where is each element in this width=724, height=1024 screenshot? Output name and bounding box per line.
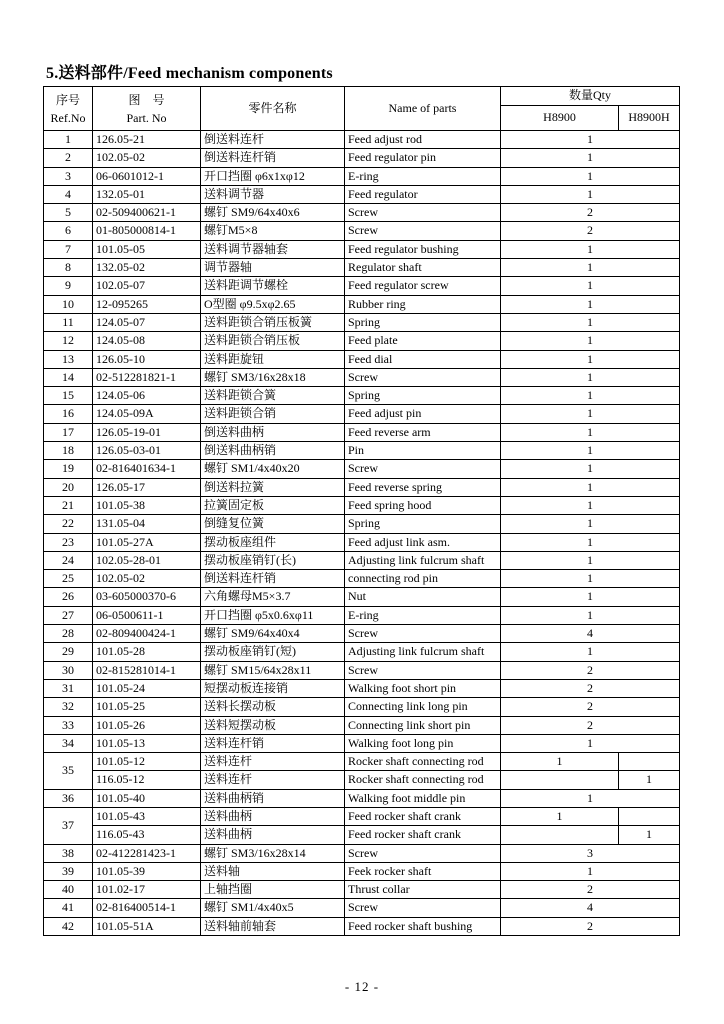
parts-table — [43, 86, 680, 936]
part-name-cn-cell: 开口挡圈 φ6x1xφ12 — [201, 167, 345, 185]
part-name-en-cell: Feed dial — [345, 350, 501, 368]
part-name-en-cell: Screw — [345, 460, 501, 478]
part-name-en-cell: Feed regulator screw — [345, 277, 501, 295]
part-name-en-cell: Screw — [345, 661, 501, 679]
part-name-cn-cell: 送料调节器 — [201, 185, 345, 203]
ref-no-cell: 9 — [44, 277, 93, 295]
part-name-en-cell: connecting rod pin — [345, 570, 501, 588]
part-name-cn-cell: 调节器轴 — [201, 259, 345, 277]
table-row — [44, 259, 680, 277]
part-no-cell: 101.05-13 — [93, 734, 201, 752]
part-no-cell: 03-605000370-6 — [93, 588, 201, 606]
table-row — [44, 807, 680, 825]
part-name-en-cell: Regulator shaft — [345, 259, 501, 277]
table-row — [44, 350, 680, 368]
table-row — [44, 442, 680, 460]
ref-no-cell: 19 — [44, 460, 93, 478]
ref-no-cell: 17 — [44, 423, 93, 441]
part-name-cn-cell: O型圈 φ9.5xφ2.65 — [201, 295, 345, 313]
qty-cell: 2 — [501, 204, 680, 222]
part-name-en-cell: Connecting link long pin — [345, 698, 501, 716]
table-row — [44, 881, 680, 899]
ref-no-cell: 7 — [44, 240, 93, 258]
part-name-cn-cell: 螺钉 SM3/16x28x14 — [201, 844, 345, 862]
header-ref-cn: 序号 — [55, 92, 80, 107]
table-row — [44, 313, 680, 331]
ref-no-cell: 5 — [44, 204, 93, 222]
part-name-en-cell: Spring — [345, 387, 501, 405]
qty-cell: 2 — [501, 661, 680, 679]
page-number: - 12 - — [344, 979, 380, 994]
qty-cell: 1 — [501, 387, 680, 405]
part-name-en-cell: Adjusting link fulcrum shaft — [345, 643, 501, 661]
part-name-cn-cell: 倒缝复位簧 — [201, 515, 345, 533]
table-row — [44, 917, 680, 935]
ref-no-cell: 2 — [44, 149, 93, 167]
ref-no-cell: 37 — [44, 807, 93, 844]
part-no-cell: 101.05-26 — [93, 716, 201, 734]
ref-no-cell: 32 — [44, 698, 93, 716]
part-no-cell: 101.05-43 — [93, 807, 201, 825]
table-row — [44, 496, 680, 514]
part-no-cell: 102.05-28-01 — [93, 551, 201, 569]
part-name-cn-cell: 拉簧固定板 — [201, 496, 345, 514]
ref-no-cell: 11 — [44, 313, 93, 331]
ref-no-cell: 1 — [44, 131, 93, 149]
qty-cell: 1 — [501, 442, 680, 460]
part-name-cn-cell: 倒送料曲柄 — [201, 423, 345, 441]
part-no-cell: 102.05-02 — [93, 149, 201, 167]
table-row — [44, 277, 680, 295]
table-row — [44, 734, 680, 752]
qty-cell: 1 — [501, 240, 680, 258]
qty-cell: 2 — [501, 881, 680, 899]
qty-cell: 2 — [501, 679, 680, 697]
part-name-en-cell: Feed rocker shaft crank — [345, 807, 501, 825]
part-no-cell: 126.05-10 — [93, 350, 201, 368]
table-row — [44, 460, 680, 478]
table-row — [44, 478, 680, 496]
part-name-en-cell: Screw — [345, 222, 501, 240]
table-row — [44, 368, 680, 386]
part-name-cn-cell: 送料距锁合销 — [201, 405, 345, 423]
table-header-row — [44, 87, 680, 106]
ref-no-cell: 25 — [44, 570, 93, 588]
part-no-cell: 101.05-39 — [93, 862, 201, 880]
part-no-cell: 126.05-21 — [93, 131, 201, 149]
table-row — [44, 679, 680, 697]
qty-model-b-cell: 1 — [619, 826, 680, 844]
part-name-en-cell: Nut — [345, 588, 501, 606]
part-name-cn-cell: 送料调节器轴套 — [201, 240, 345, 258]
table-row — [44, 204, 680, 222]
part-no-cell: 02-509400621-1 — [93, 204, 201, 222]
part-name-en-cell: Feed plate — [345, 332, 501, 350]
header-part-cn: 图 号 — [128, 92, 165, 107]
part-name-cn-cell: 摆动板座组件 — [201, 533, 345, 551]
qty-model-a-cell: 1 — [501, 807, 619, 825]
part-name-cn-cell: 螺钉 SM15/64x28x11 — [201, 661, 345, 679]
table-row — [44, 533, 680, 551]
table-row — [44, 131, 680, 149]
qty-cell: 1 — [501, 588, 680, 606]
ref-no-cell: 26 — [44, 588, 93, 606]
part-name-cn-cell: 六角螺母M5×3.7 — [201, 588, 345, 606]
ref-no-cell: 22 — [44, 515, 93, 533]
part-no-cell: 124.05-09A — [93, 405, 201, 423]
table-row — [44, 295, 680, 313]
part-name-en-cell: Connecting link short pin — [345, 716, 501, 734]
part-name-cn-cell: 送料长摆动板 — [201, 698, 345, 716]
part-no-cell: 124.05-06 — [93, 387, 201, 405]
part-name-cn-cell: 倒送料曲柄销 — [201, 442, 345, 460]
ref-no-cell: 36 — [44, 789, 93, 807]
part-no-cell: 06-0500611-1 — [93, 606, 201, 624]
part-name-en-cell: Feed adjust rod — [345, 131, 501, 149]
ref-no-cell: 24 — [44, 551, 93, 569]
part-name-en-cell: Feed spring hood — [345, 496, 501, 514]
part-name-en-cell: Feed regulator pin — [345, 149, 501, 167]
qty-cell: 1 — [501, 460, 680, 478]
ref-no-cell: 41 — [44, 899, 93, 917]
qty-model-a-cell: 1 — [501, 753, 619, 771]
table-row — [44, 698, 680, 716]
table-row — [44, 625, 680, 643]
part-name-cn-cell: 开口挡圈 φ5x0.6xφ11 — [201, 606, 345, 624]
part-no-cell: 126.05-17 — [93, 478, 201, 496]
part-name-en-cell: Adjusting link fulcrum shaft — [345, 551, 501, 569]
part-no-cell: 124.05-07 — [93, 313, 201, 331]
qty-cell: 1 — [501, 606, 680, 624]
ref-no-cell: 4 — [44, 185, 93, 203]
part-name-cn-cell: 送料距调节螺栓 — [201, 277, 345, 295]
part-name-cn-cell: 螺钉 SM9/64x40x4 — [201, 625, 345, 643]
ref-no-cell: 15 — [44, 387, 93, 405]
qty-cell: 1 — [501, 496, 680, 514]
ref-no-cell: 29 — [44, 643, 93, 661]
part-name-en-cell: E-ring — [345, 167, 501, 185]
part-no-cell: 02-816400514-1 — [93, 899, 201, 917]
part-no-cell: 02-809400424-1 — [93, 625, 201, 643]
qty-cell: 1 — [501, 149, 680, 167]
part-name-cn-cell: 送料曲柄 — [201, 826, 345, 844]
table-row — [44, 405, 680, 423]
part-name-en-cell: Feed adjust link asm. — [345, 533, 501, 551]
qty-cell: 1 — [501, 313, 680, 331]
part-name-en-cell: Screw — [345, 204, 501, 222]
part-name-en-cell: Rubber ring — [345, 295, 501, 313]
part-name-cn-cell: 摆动板座销钉(长) — [201, 551, 345, 569]
part-no-cell: 02-816401634-1 — [93, 460, 201, 478]
part-no-cell: 06-0601012-1 — [93, 167, 201, 185]
page-title: 5.送料部件/Feed mechanism components — [46, 65, 333, 82]
part-name-cn-cell: 倒送料连杆销 — [201, 149, 345, 167]
part-name-en-cell: Rocker shaft connecting rod — [345, 771, 501, 789]
part-name-en-cell: Screw — [345, 625, 501, 643]
qty-cell: 1 — [501, 295, 680, 313]
qty-cell: 1 — [501, 185, 680, 203]
table-row — [44, 515, 680, 533]
part-name-en-cell: Feed regulator bushing — [345, 240, 501, 258]
part-name-cn-cell: 短摆动板连接销 — [201, 679, 345, 697]
part-name-cn-cell: 送料距锁合簧 — [201, 387, 345, 405]
qty-model-a-cell — [501, 826, 619, 844]
part-no-cell: 101.05-25 — [93, 698, 201, 716]
part-no-cell: 101.02-17 — [93, 881, 201, 899]
part-name-cn-cell: 螺钉 SM1/4x40x20 — [201, 460, 345, 478]
ref-no-cell: 40 — [44, 881, 93, 899]
part-no-cell: 02-412281423-1 — [93, 844, 201, 862]
part-name-cn-cell: 螺钉 SM1/4x40x5 — [201, 899, 345, 917]
part-name-cn-cell: 送料距锁合销压板 — [201, 332, 345, 350]
header-part-en: Part. No — [126, 110, 167, 125]
table-row — [44, 551, 680, 569]
qty-cell: 1 — [501, 515, 680, 533]
ref-no-cell: 27 — [44, 606, 93, 624]
ref-no-cell: 35 — [44, 753, 93, 790]
part-no-cell: 101.05-12 — [93, 753, 201, 771]
ref-no-cell: 13 — [44, 350, 93, 368]
qty-cell: 2 — [501, 917, 680, 935]
qty-cell: 1 — [501, 551, 680, 569]
table-row — [44, 661, 680, 679]
part-name-en-cell: Feed adjust pin — [345, 405, 501, 423]
ref-no-cell: 20 — [44, 478, 93, 496]
part-no-cell: 124.05-08 — [93, 332, 201, 350]
part-name-cn-cell: 上轴挡圈 — [201, 881, 345, 899]
part-no-cell: 131.05-04 — [93, 515, 201, 533]
header-part-no — [93, 87, 201, 131]
ref-no-cell: 38 — [44, 844, 93, 862]
part-name-cn-cell: 送料短摆动板 — [201, 716, 345, 734]
header-ref — [44, 87, 93, 131]
table-row — [44, 826, 680, 844]
part-name-en-cell: Spring — [345, 313, 501, 331]
table-row — [44, 222, 680, 240]
header-model-b: H8900H — [619, 106, 680, 131]
part-name-cn-cell: 螺钉 SM3/16x28x18 — [201, 368, 345, 386]
part-name-en-cell: Thrust collar — [345, 881, 501, 899]
table-row — [44, 771, 680, 789]
part-no-cell: 101.05-51A — [93, 917, 201, 935]
part-no-cell: 116.05-43 — [93, 826, 201, 844]
table-row — [44, 588, 680, 606]
part-name-cn-cell: 送料轴前轴套 — [201, 917, 345, 935]
table-row — [44, 423, 680, 441]
part-name-cn-cell: 送料曲柄 — [201, 807, 345, 825]
part-name-cn-cell: 送料连杆销 — [201, 734, 345, 752]
part-name-en-cell: Screw — [345, 844, 501, 862]
part-no-cell: 116.05-12 — [93, 771, 201, 789]
part-no-cell: 01-805000814-1 — [93, 222, 201, 240]
qty-model-a-cell — [501, 771, 619, 789]
part-name-cn-cell: 送料曲柄销 — [201, 789, 345, 807]
ref-no-cell: 31 — [44, 679, 93, 697]
ref-no-cell: 33 — [44, 716, 93, 734]
part-name-en-cell: Screw — [345, 368, 501, 386]
ref-no-cell: 12 — [44, 332, 93, 350]
table-row — [44, 332, 680, 350]
table-row — [44, 606, 680, 624]
table-row — [44, 149, 680, 167]
header-name-en: Name of parts — [345, 87, 501, 131]
ref-no-cell: 30 — [44, 661, 93, 679]
qty-model-b-cell: 1 — [619, 771, 680, 789]
part-no-cell: 101.05-38 — [93, 496, 201, 514]
table-row — [44, 753, 680, 771]
part-name-en-cell: Pin — [345, 442, 501, 460]
part-name-en-cell: Walking foot middle pin — [345, 789, 501, 807]
qty-model-b-cell — [619, 753, 680, 771]
ref-no-cell: 6 — [44, 222, 93, 240]
qty-cell: 1 — [501, 570, 680, 588]
part-name-en-cell: E-ring — [345, 606, 501, 624]
part-name-en-cell: Feed rocker shaft bushing — [345, 917, 501, 935]
qty-cell: 4 — [501, 625, 680, 643]
part-no-cell: 102.05-02 — [93, 570, 201, 588]
header-name-cn: 零件名称 — [201, 87, 345, 131]
qty-cell: 2 — [501, 222, 680, 240]
part-name-cn-cell: 倒送料连杆 — [201, 131, 345, 149]
ref-no-cell: 8 — [44, 259, 93, 277]
table-row — [44, 899, 680, 917]
part-no-cell: 126.05-19-01 — [93, 423, 201, 441]
part-no-cell: 101.05-24 — [93, 679, 201, 697]
part-no-cell: 101.05-27A — [93, 533, 201, 551]
part-name-en-cell: Spring — [345, 515, 501, 533]
qty-cell: 4 — [501, 899, 680, 917]
part-name-cn-cell: 倒送料拉簧 — [201, 478, 345, 496]
qty-cell: 3 — [501, 844, 680, 862]
qty-cell: 1 — [501, 643, 680, 661]
part-name-en-cell: Feek rocker shaft — [345, 862, 501, 880]
ref-no-cell: 34 — [44, 734, 93, 752]
part-name-en-cell: Feed reverse spring — [345, 478, 501, 496]
qty-cell: 1 — [501, 533, 680, 551]
qty-cell: 2 — [501, 698, 680, 716]
qty-cell: 1 — [501, 259, 680, 277]
qty-cell: 2 — [501, 716, 680, 734]
table-row — [44, 167, 680, 185]
part-name-en-cell: Feed rocker shaft crank — [345, 826, 501, 844]
part-name-cn-cell: 送料轴 — [201, 862, 345, 880]
table-row — [44, 387, 680, 405]
part-name-cn-cell: 螺钉M5×8 — [201, 222, 345, 240]
part-name-cn-cell: 螺钉 SM9/64x40x6 — [201, 204, 345, 222]
table-row — [44, 643, 680, 661]
part-no-cell: 12-095265 — [93, 295, 201, 313]
part-name-en-cell: Walking foot short pin — [345, 679, 501, 697]
table-row — [44, 185, 680, 203]
ref-no-cell: 16 — [44, 405, 93, 423]
table-row — [44, 862, 680, 880]
qty-cell: 1 — [501, 350, 680, 368]
qty-cell: 1 — [501, 862, 680, 880]
part-name-cn-cell: 送料连杆 — [201, 753, 345, 771]
part-name-en-cell: Feed reverse arm — [345, 423, 501, 441]
part-no-cell: 101.05-40 — [93, 789, 201, 807]
ref-no-cell: 23 — [44, 533, 93, 551]
ref-no-cell: 39 — [44, 862, 93, 880]
part-name-en-cell: Walking foot long pin — [345, 734, 501, 752]
qty-model-b-cell — [619, 807, 680, 825]
qty-cell: 1 — [501, 368, 680, 386]
part-no-cell: 02-512281821-1 — [93, 368, 201, 386]
qty-cell: 1 — [501, 131, 680, 149]
ref-no-cell: 28 — [44, 625, 93, 643]
table-row — [44, 570, 680, 588]
table-row — [44, 789, 680, 807]
part-no-cell: 126.05-03-01 — [93, 442, 201, 460]
part-no-cell: 101.05-05 — [93, 240, 201, 258]
part-name-cn-cell: 摆动板座销钉(短) — [201, 643, 345, 661]
qty-cell: 1 — [501, 789, 680, 807]
part-name-cn-cell: 送料连杆 — [201, 771, 345, 789]
table-row — [44, 716, 680, 734]
qty-cell: 1 — [501, 167, 680, 185]
ref-no-cell: 21 — [44, 496, 93, 514]
part-no-cell: 02-815281014-1 — [93, 661, 201, 679]
part-no-cell: 102.05-07 — [93, 277, 201, 295]
qty-cell: 1 — [501, 332, 680, 350]
table-row — [44, 844, 680, 862]
part-name-en-cell: Feed regulator — [345, 185, 501, 203]
table-row — [44, 240, 680, 258]
part-no-cell: 132.05-02 — [93, 259, 201, 277]
qty-cell: 1 — [501, 423, 680, 441]
header-ref-en: Ref.No — [50, 110, 86, 125]
part-name-cn-cell: 送料距锁合销压板簧 — [201, 313, 345, 331]
ref-no-cell: 10 — [44, 295, 93, 313]
part-name-en-cell: Rocker shaft connecting rod — [345, 753, 501, 771]
header-qty: 数量Qty — [501, 87, 680, 106]
part-no-cell: 101.05-28 — [93, 643, 201, 661]
qty-cell: 1 — [501, 405, 680, 423]
qty-cell: 1 — [501, 478, 680, 496]
header-model-a: H8900 — [501, 106, 619, 131]
qty-cell: 1 — [501, 277, 680, 295]
part-name-en-cell: Screw — [345, 899, 501, 917]
ref-no-cell: 42 — [44, 917, 93, 935]
part-no-cell: 132.05-01 — [93, 185, 201, 203]
part-name-cn-cell: 送料距旋钮 — [201, 350, 345, 368]
ref-no-cell: 18 — [44, 442, 93, 460]
ref-no-cell: 3 — [44, 167, 93, 185]
part-name-cn-cell: 倒送料连杆销 — [201, 570, 345, 588]
ref-no-cell: 14 — [44, 368, 93, 386]
qty-cell: 1 — [501, 734, 680, 752]
